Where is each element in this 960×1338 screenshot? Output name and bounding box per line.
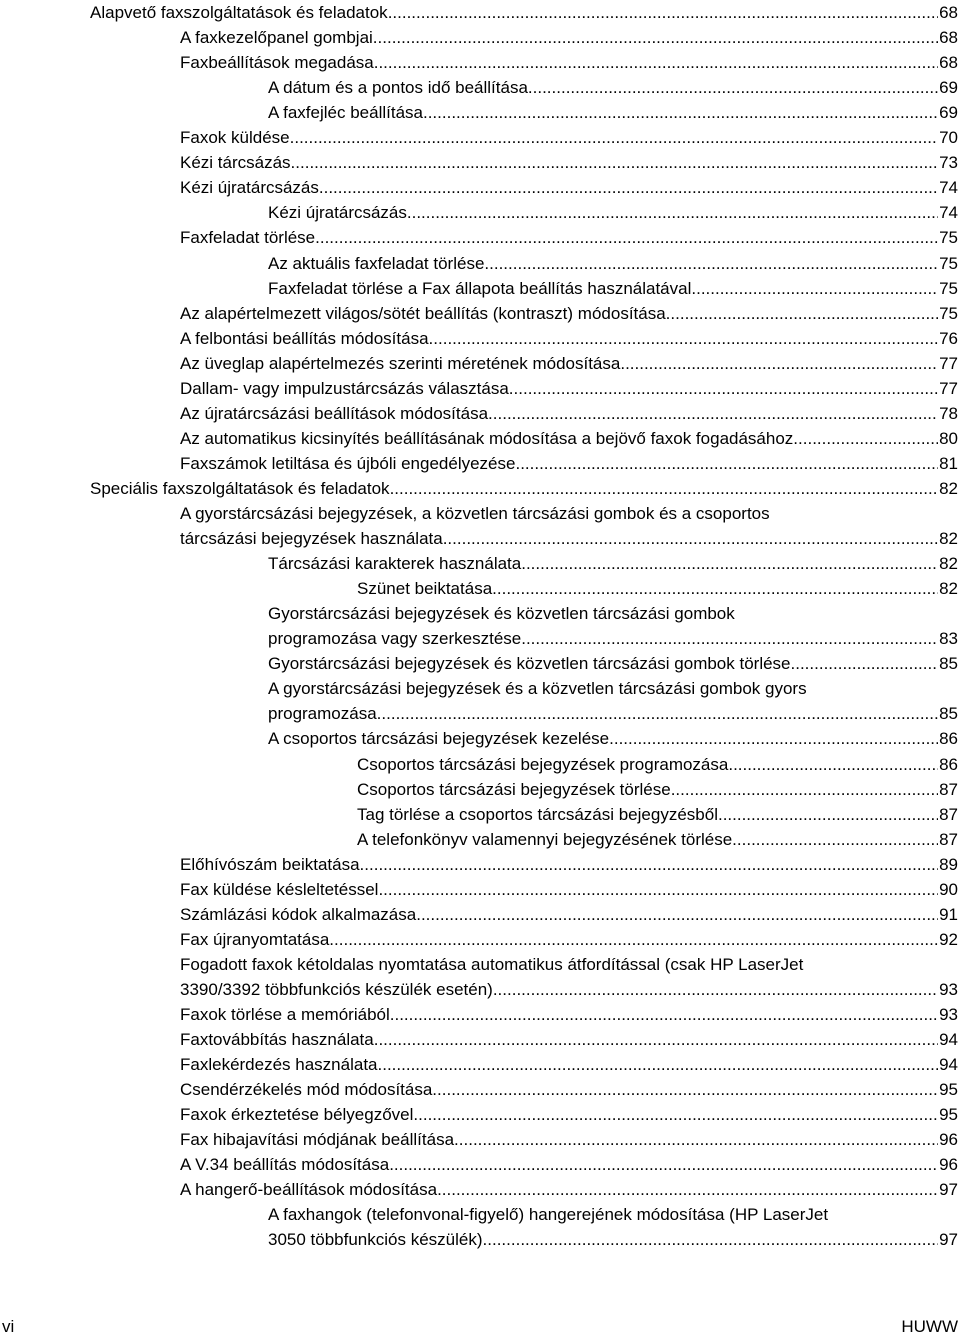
toc-page-number: 81	[939, 453, 958, 473]
toc-entry[interactable]	[180, 902, 958, 927]
toc-page-number: 87	[939, 829, 958, 849]
toc-dot-leader	[521, 626, 938, 651]
toc-dot-leader	[291, 150, 939, 175]
toc-entry[interactable]	[268, 200, 958, 225]
toc-page-number: 68	[939, 3, 958, 22]
toc-dot-leader	[443, 526, 938, 551]
toc-page-number: 95	[939, 1080, 958, 1100]
toc-entry-title: Faxlekérdezés használata	[180, 1055, 378, 1075]
toc-entry-title: Fax újranyomtatása	[180, 929, 330, 949]
toc-dot-leader	[374, 50, 938, 75]
toc-page-number: 82	[939, 478, 958, 498]
toc-entry-title: Speciális faxszolgáltatások és feladatok	[90, 478, 390, 498]
toc-entry-title: Csoportos tárcsázási bejegyzések programozása	[357, 754, 729, 774]
toc-entry[interactable]	[90, 476, 958, 501]
toc-dot-leader	[454, 1127, 938, 1152]
toc-entry-title: A hangerő-beállítások módosítása	[180, 1180, 438, 1200]
toc-page-number: 75	[939, 253, 958, 273]
toc-page-number: 68	[939, 28, 958, 48]
toc-dot-leader	[319, 175, 938, 200]
toc-entry[interactable]	[180, 852, 958, 877]
toc-entry-title: Gyorstárcsázási bejegyzések és közvetlen tárcsázási gombok	[268, 604, 735, 624]
toc-entry-title: programozása	[268, 704, 377, 724]
toc-entry[interactable]	[268, 276, 958, 301]
toc-entry-title: Gyorstárcsázási bejegyzések és közvetlen tárcsázási gombok törlése	[268, 654, 791, 674]
toc-entry[interactable]	[180, 1027, 958, 1052]
toc-dot-leader	[691, 276, 938, 301]
toc-entry[interactable]	[357, 576, 958, 601]
toc-entry[interactable]	[357, 802, 958, 827]
toc-dot-leader	[389, 1152, 938, 1177]
toc-page-number: 94	[939, 1055, 958, 1075]
toc-page-number: 85	[939, 654, 958, 674]
toc-entry[interactable]	[180, 451, 958, 476]
toc-dot-leader	[315, 225, 938, 250]
toc-entry-title: A faxhangok (telefonvonal-figyelő) hangerejének módosítása (HP LaserJet	[268, 1205, 829, 1225]
toc-entry[interactable]	[180, 376, 958, 401]
toc-entry[interactable]	[180, 326, 958, 351]
toc-entry[interactable]	[180, 1002, 958, 1027]
toc-entry[interactable]	[268, 651, 958, 676]
toc-entry[interactable]	[180, 225, 958, 250]
toc-page-number: 80	[939, 428, 958, 448]
toc-page-number: 87	[939, 779, 958, 799]
toc-dot-leader	[521, 551, 938, 576]
toc-entry-title: Kézi újratárcsázás	[180, 178, 319, 198]
toc-entry-title: Faxfeladat törlése a Fax állapota beállítás használatával	[268, 278, 692, 298]
toc-entry-title: Fax küldése késleltetéssel	[180, 879, 379, 899]
toc-page-number: 69	[939, 78, 958, 98]
toc-entry-title: Faxtovábbítás használata	[180, 1030, 374, 1050]
toc-page-number: 93	[939, 979, 958, 999]
toc-entry[interactable]	[268, 551, 958, 576]
toc-page-number: 75	[939, 303, 958, 323]
toc-entry-title: Tag törlése a csoportos tárcsázási bejegyzésből	[357, 804, 718, 824]
toc-dot-leader	[620, 351, 938, 376]
toc-entry-title: Csendérzékelés mód módosítása	[180, 1080, 433, 1100]
toc-dot-leader	[437, 1177, 938, 1202]
toc-dot-leader	[509, 376, 938, 401]
toc-dot-leader	[329, 927, 938, 952]
toc-entry-title: Dallam- vagy impulzustárcsázás választása	[180, 378, 509, 398]
toc-page-number: 82	[939, 529, 958, 548]
toc-page-number: 73	[939, 153, 958, 173]
toc-page-number: 83	[939, 629, 958, 649]
toc-page-number: 70	[939, 128, 958, 148]
toc-entry[interactable]	[180, 877, 958, 902]
toc-entry-title: Faxok érkeztetése bélyegzővel	[180, 1105, 414, 1125]
toc-entry[interactable]	[180, 1127, 958, 1152]
toc-entry-title: 3050 többfunkciós készülék)	[268, 1230, 483, 1250]
toc-entry[interactable]	[180, 175, 958, 200]
toc-entry[interactable]	[180, 1102, 958, 1127]
toc-dot-leader	[429, 326, 939, 351]
toc-entry-title: Fax hibajavítási módjának beállítása	[180, 1130, 455, 1150]
toc-page-number: 82	[939, 579, 958, 599]
toc-entry-title: Alapvető faxszolgáltatások és feladatok	[90, 3, 388, 22]
toc-dot-leader	[374, 1027, 938, 1052]
toc-entry[interactable]	[268, 75, 958, 100]
toc-entry-title: A telefonkönyv valamennyi bejegyzésének törlése	[357, 829, 733, 849]
toc-page-number: 74	[939, 178, 958, 198]
toc-entry-title: Kézi tárcsázás	[180, 153, 291, 173]
toc-entry-title: A dátum és a pontos idő beállítása	[268, 78, 528, 98]
toc-entry[interactable]	[180, 426, 958, 451]
toc-entry-title: A csoportos tárcsázási bejegyzések kezelése	[268, 729, 610, 749]
toc-entry-title: Az újratárcsázási beállítások módosítása	[180, 403, 489, 423]
toc-entry[interactable]	[180, 1077, 958, 1102]
toc-dot-leader	[671, 777, 938, 802]
toc-page-number: 85	[939, 704, 958, 724]
toc-dot-leader	[666, 301, 938, 326]
toc-entry[interactable]	[180, 125, 958, 150]
toc-entry-title: A faxkezelőpanel gombjai	[180, 28, 373, 48]
toc-entry-title: Kézi újratárcsázás	[268, 203, 407, 223]
toc-dot-leader	[360, 852, 939, 877]
toc-entry[interactable]	[180, 927, 958, 952]
toc-page-number: 94	[939, 1030, 958, 1050]
toc-page-number: 86	[939, 754, 958, 774]
toc-entry-title: Faxbeállítások megadása	[180, 53, 374, 73]
toc-entry-title: Előhívószám beiktatása	[180, 854, 360, 874]
toc-entry[interactable]	[268, 601, 958, 651]
toc-page-number: 92	[939, 929, 958, 949]
toc-page-number: 90	[939, 879, 958, 899]
toc-page-number: 89	[939, 854, 958, 874]
toc-dot-leader	[390, 1002, 938, 1027]
toc-page-number: 96	[939, 1155, 958, 1175]
toc-page-number: 76	[939, 328, 958, 348]
toc-dot-leader	[791, 651, 939, 676]
toc-entry[interactable]	[268, 251, 958, 276]
toc-dot-leader	[432, 1077, 938, 1102]
toc-entry-title: Faxszámok letiltása és újbóli engedélyezése	[180, 453, 516, 473]
toc-entry-title: Faxfeladat törlése	[180, 228, 316, 248]
toc-page-number: 68	[939, 53, 958, 73]
toc-dot-leader	[793, 426, 938, 451]
toc-entry[interactable]	[180, 1052, 958, 1077]
toc-entry-title: Fogadott faxok kétoldalas nyomtatása automatikus átfordítással (csak HP LaserJet	[180, 954, 804, 974]
toc-dot-leader	[732, 827, 938, 852]
toc-entry[interactable]	[180, 1152, 958, 1177]
toc-page-number: 97	[939, 1230, 958, 1250]
toc-entry[interactable]	[357, 827, 958, 852]
toc-dot-leader	[377, 701, 938, 726]
toc-page-number: 75	[939, 278, 958, 298]
toc-entry[interactable]	[357, 777, 958, 802]
toc-dot-leader	[528, 75, 938, 100]
toc-dot-leader	[493, 977, 938, 1002]
toc-entry-title: Számlázási kódok alkalmazása	[180, 904, 417, 924]
toc-entry-title: Tárcsázási karakterek használata	[268, 554, 522, 574]
toc-entry-title: Faxok törlése a memóriából	[180, 1005, 390, 1024]
toc-entry-title: A faxfejléc beállítása	[268, 103, 423, 123]
toc-page-number: 82	[939, 554, 958, 574]
toc-entry-title: Csoportos tárcsázási bejegyzések törlése	[357, 779, 671, 799]
toc-dot-leader	[515, 451, 938, 476]
toc-page-number: 74	[939, 203, 958, 223]
toc-page-number: 77	[939, 378, 958, 398]
footer-brand: HUWW	[901, 1317, 958, 1336]
toc-dot-leader	[378, 1052, 939, 1077]
toc-entry[interactable]	[180, 401, 958, 426]
toc-entry-title: A felbontási beállítás módosítása	[180, 328, 429, 348]
toc-entry[interactable]	[180, 25, 958, 50]
toc-dot-leader	[609, 726, 938, 751]
toc-entry[interactable]	[180, 501, 958, 551]
toc-entry-title: Szünet beiktatása	[357, 579, 493, 599]
toc-dot-leader	[484, 251, 938, 276]
toc-entry-title: A gyorstárcsázási bejegyzések és a közvetlen tárcsázási gombok gyors	[268, 679, 807, 699]
toc-entry[interactable]	[180, 50, 958, 75]
toc-entry[interactable]	[90, 0, 958, 25]
toc-entry-title: Az alapértelmezett világos/sötét beállítás (kontraszt) módosítása	[180, 303, 666, 323]
toc-page-number: 96	[939, 1130, 958, 1150]
toc-dot-leader	[416, 902, 938, 927]
toc-entry[interactable]	[268, 726, 958, 751]
toc-entry-title: Az aktuális faxfeladat törlése	[268, 253, 485, 273]
toc-entry[interactable]	[180, 150, 958, 175]
toc-page-number: 69	[939, 103, 958, 123]
toc-entry-title: Az üveglap alapértelmezés szerinti méretének módosítása	[180, 353, 621, 373]
toc-entry-title: Az automatikus kicsinyítés beállításának módosítása a bejövő faxok fogadásához	[180, 428, 794, 448]
toc-page-number: 97	[939, 1180, 958, 1200]
toc-entry[interactable]	[180, 351, 958, 376]
toc-entry[interactable]	[357, 752, 958, 777]
toc-page-number: 95	[939, 1105, 958, 1125]
toc-entry[interactable]	[268, 676, 958, 726]
toc-dot-leader	[388, 0, 938, 25]
toc-page-number: 78	[939, 403, 958, 423]
toc-page-number: 86	[939, 729, 958, 749]
toc-page-number: 87	[939, 804, 958, 824]
toc-entry[interactable]	[180, 301, 958, 326]
toc-dot-leader	[728, 752, 938, 777]
toc-entry-title: 3390/3392 többfunkciós készülék esetén)	[180, 979, 493, 999]
toc-entry-title: A gyorstárcsázási bejegyzések, a közvetlen tárcsázási gombok és a csoportos	[180, 504, 770, 523]
toc-dot-leader	[718, 802, 938, 827]
toc-dot-leader	[423, 100, 938, 125]
toc-dot-leader	[373, 25, 938, 50]
toc-dot-leader	[378, 877, 938, 902]
toc-page-number: 91	[939, 904, 958, 924]
toc-dot-leader	[413, 1102, 938, 1127]
toc-page-number: 77	[939, 353, 958, 373]
toc-dot-leader	[390, 476, 939, 501]
toc-dot-leader	[407, 200, 938, 225]
toc-dot-leader	[492, 576, 938, 601]
toc-entry[interactable]	[268, 100, 958, 125]
toc-dot-leader	[290, 125, 938, 150]
footer-page-number: vi	[2, 1317, 15, 1336]
toc-entry-title: Faxok küldése	[180, 128, 290, 148]
toc-entry[interactable]	[180, 952, 958, 1002]
toc-dot-leader	[483, 1227, 939, 1252]
toc-entry[interactable]	[268, 1202, 958, 1252]
toc-page-number: 75	[939, 228, 958, 248]
toc-entry-title: programozása vagy szerkesztése	[268, 629, 522, 649]
toc-page-number: 93	[939, 1005, 958, 1024]
toc-entry-title: A V.34 beállítás módosítása	[180, 1155, 390, 1175]
toc-entry[interactable]	[180, 1177, 958, 1202]
toc-entry-title: tárcsázási bejegyzések használata	[180, 529, 443, 548]
toc-dot-leader	[488, 401, 938, 426]
